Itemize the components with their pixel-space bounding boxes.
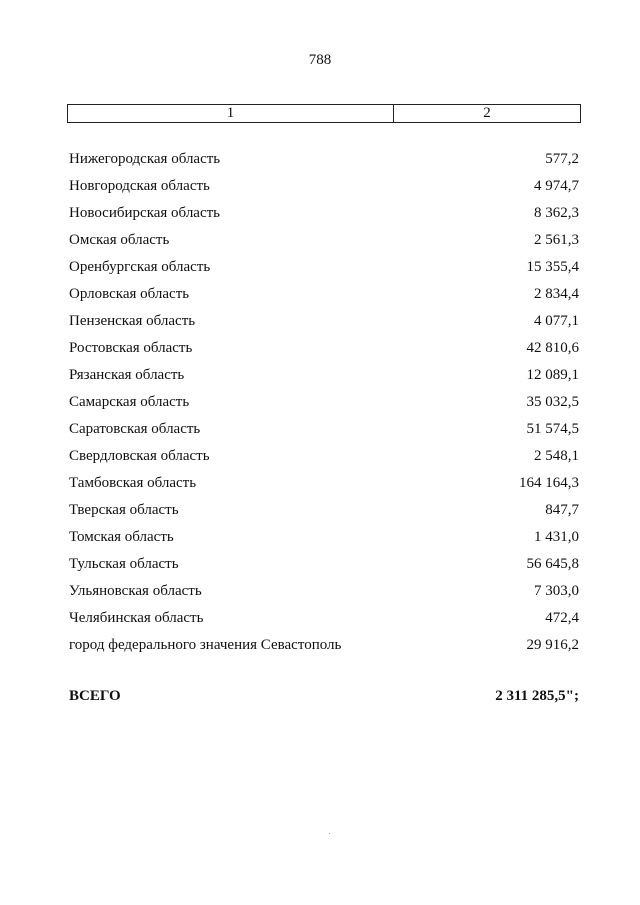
region-name: Омская область bbox=[69, 232, 170, 248]
total-row bbox=[69, 688, 579, 705]
table-row bbox=[69, 308, 579, 335]
region-name: Тульская область bbox=[69, 556, 179, 572]
region-name: Рязанская область bbox=[69, 367, 185, 383]
table-row bbox=[69, 254, 579, 281]
region-value: 4 077,1 bbox=[534, 313, 579, 329]
region-value: 847,7 bbox=[545, 502, 579, 518]
region-name: Ростовская область bbox=[69, 340, 193, 356]
region-name: Тамбовская область bbox=[69, 475, 197, 491]
region-name: Челябинская область bbox=[69, 610, 204, 626]
table-row bbox=[69, 362, 579, 389]
region-value: 42 810,6 bbox=[526, 340, 579, 356]
region-name: город федерального значения Севастополь bbox=[69, 637, 342, 653]
table-row bbox=[69, 524, 579, 551]
region-list bbox=[69, 146, 579, 659]
region-name: Орловская область bbox=[69, 286, 190, 302]
region-value: 2 834,4 bbox=[534, 286, 579, 302]
region-name: Саратовская область bbox=[69, 421, 201, 437]
region-value: 1 431,0 bbox=[534, 529, 579, 545]
region-value: 4 974,7 bbox=[534, 178, 579, 194]
region-value: 56 645,8 bbox=[526, 556, 579, 572]
total-label: ВСЕГО bbox=[69, 688, 121, 704]
table-row bbox=[69, 605, 579, 632]
region-name: Оренбургская область bbox=[69, 259, 211, 275]
table-row bbox=[69, 227, 579, 254]
table-row bbox=[69, 335, 579, 362]
region-value: 164 164,3 bbox=[519, 475, 579, 491]
region-value: 51 574,5 bbox=[526, 421, 579, 437]
column-header-1: 1 bbox=[68, 105, 394, 122]
table-row bbox=[69, 578, 579, 605]
region-name: Новгородская область bbox=[69, 178, 210, 194]
table-row bbox=[69, 200, 579, 227]
table-row bbox=[69, 443, 579, 470]
total-value: 2 311 285,5"; bbox=[495, 688, 579, 704]
table-row bbox=[69, 173, 579, 200]
region-name: Нижегородская область bbox=[69, 151, 221, 167]
region-name: Новосибирская область bbox=[69, 205, 221, 221]
region-name: Пензенская область bbox=[69, 313, 196, 329]
table-row bbox=[69, 497, 579, 524]
region-name: Самарская область bbox=[69, 394, 190, 410]
region-value: 29 916,2 bbox=[526, 637, 579, 653]
region-value: 577,2 bbox=[545, 151, 579, 167]
table-row bbox=[69, 416, 579, 443]
region-value: 7 303,0 bbox=[534, 583, 579, 599]
table-row bbox=[69, 470, 579, 497]
region-name: Свердловская область bbox=[69, 448, 210, 464]
region-value: 472,4 bbox=[545, 610, 579, 626]
table-row bbox=[69, 389, 579, 416]
table-row bbox=[69, 632, 579, 659]
region-value: 8 362,3 bbox=[534, 205, 579, 221]
region-name: Томская область bbox=[69, 529, 174, 545]
region-value: 2 548,1 bbox=[534, 448, 579, 464]
region-name: Тверская область bbox=[69, 502, 179, 518]
column-header-2: 2 bbox=[483, 105, 491, 121]
region-value: 35 032,5 bbox=[526, 394, 579, 410]
page-number: 788 bbox=[308, 52, 332, 68]
region-value: 12 089,1 bbox=[526, 367, 579, 383]
scan-speck bbox=[329, 833, 330, 834]
table-row bbox=[69, 551, 579, 578]
table-row bbox=[69, 146, 579, 173]
column-header-table bbox=[67, 104, 581, 123]
table-row bbox=[69, 281, 579, 308]
region-value: 15 355,4 bbox=[526, 259, 579, 275]
region-value: 2 561,3 bbox=[534, 232, 579, 248]
region-name: Ульяновская область bbox=[69, 583, 202, 599]
